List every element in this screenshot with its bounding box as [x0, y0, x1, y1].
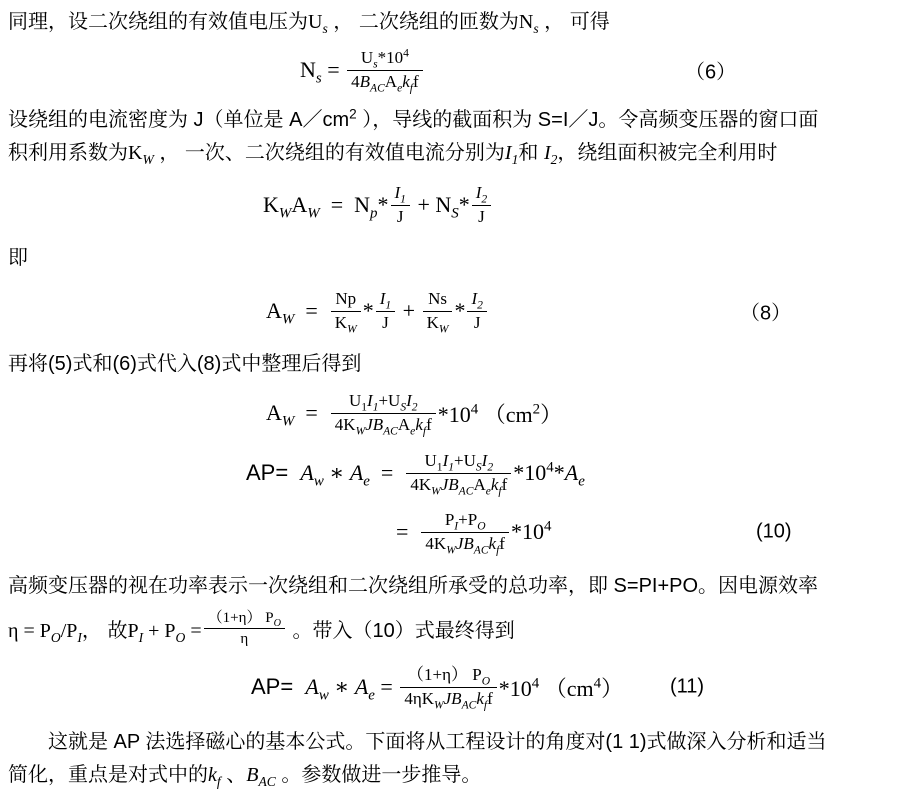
formula-11	[8, 658, 903, 716]
numerator: $U_1I_1+U_SI_2$	[424, 451, 494, 474]
denominator: $K_W$	[331, 311, 361, 333]
multiply-sign: *	[362, 298, 374, 323]
formula-lhs: $K_WA_W = N_p*$	[263, 192, 389, 222]
denominator: J	[472, 205, 491, 227]
paragraph-efficiency-line	[8, 602, 903, 654]
multiply-sign: *	[454, 298, 466, 323]
denominator: J	[467, 311, 486, 333]
paragraph-line: 简化，重点是对式中的$k_f$ 、$B_{AC}$ 。参数做进一步推导。	[8, 764, 482, 789]
paragraph-line: 这就是 AP 法选择磁心的基本公式。下面将从工程设计的角度对(1 1)式做深入分析和适当	[8, 731, 827, 753]
denominator: $4K_WJB_{AC}k_ff$	[421, 532, 509, 554]
paragraph-intro: 同理，设二次绕组的有效值电压为$U_s$ ， 二次绕组的匝数为$N_s$ ， 可得	[8, 11, 610, 36]
numerator: $U_1I_1+U_SI_2$	[348, 391, 418, 414]
formula-lhs: =	[396, 519, 420, 544]
formula-tail: $*10^4*A_e$	[513, 459, 585, 490]
denominator: $4K_WJB_{AC}A_ek_ff$	[331, 413, 436, 435]
numerator: $U_s*10^4$	[360, 46, 409, 71]
paragraph-namely: 即	[8, 247, 28, 269]
formula-8	[8, 284, 903, 338]
equation-number-8: （8）	[740, 302, 792, 325]
formula-lhs: $AP= A_w$ ∗ $A_e$ =	[246, 460, 405, 490]
fraction-ap-final	[400, 665, 496, 709]
fraction-i2-j	[467, 289, 486, 333]
formula-10	[8, 504, 903, 560]
numerator: $I_1$	[379, 289, 392, 312]
formula-6	[8, 42, 903, 98]
denominator: $4\eta K_WJB_{AC}k_ff$	[400, 687, 496, 709]
fraction-ns-kw	[423, 289, 453, 333]
fraction-i1-j	[391, 183, 410, 227]
denominator: J	[391, 205, 410, 227]
fraction-efficiency	[204, 609, 285, 648]
formula-6-lhs: $N_s$ =	[300, 57, 346, 87]
formula-window-area	[8, 178, 903, 232]
formula-ap-expanded	[8, 444, 903, 502]
fraction-power	[421, 510, 509, 554]
paragraph-continuation: 。带入（10）式最终得到	[286, 619, 515, 642]
equation-number-10: (10)	[756, 520, 792, 543]
equation-number-11: (11)	[670, 675, 705, 698]
paragraph-conclusion	[8, 726, 903, 792]
fraction-i1-j	[376, 289, 395, 333]
paragraph-substitute: 再将(5)式和(6)式代入(8)式中整理后得到	[8, 353, 362, 375]
paragraph-apparent-power: 高频变压器的视在功率表示一次绕组和二次绕组所承受的总功率，即 S=PI+PO。因电源效率	[8, 575, 819, 597]
numerator: $I_2$	[475, 183, 488, 206]
plus-sign: +	[397, 298, 421, 323]
numerator: $P_I+P_O$	[444, 510, 486, 533]
formula-6-fraction	[347, 48, 423, 92]
fraction-i2-j	[472, 183, 491, 227]
numerator: （1+η） $P_O$	[407, 665, 491, 688]
fraction-aw	[331, 391, 436, 435]
numerator: Np	[335, 289, 357, 309]
numerator: （1+η） $P_O$	[207, 609, 281, 629]
paragraph-line: 设绕组的电流密度为 J（单位是 $A/cm^2$ ），导线的截面积为 S=I／J。令高频变压器的窗口面	[8, 106, 819, 131]
denominator: J	[376, 311, 395, 333]
formula-tail: $*10^4$ $(cm^2)$	[437, 401, 563, 427]
equation-number-6: （6）	[685, 61, 737, 84]
numerator: Ns	[428, 289, 447, 309]
fraction-np-kw	[331, 289, 361, 333]
formula-tail: $*10^4$ $(cm^4)$	[498, 675, 624, 701]
denominator: $4K_WJB_{AC}A_ek_ff$	[406, 473, 511, 495]
formula-tail: $*10^4$	[510, 518, 552, 544]
paragraph-current-density	[8, 104, 903, 170]
efficiency-expression: $\eta = P_O/P_I$， 故$P_I + P_O$ =	[8, 619, 202, 645]
formula-lhs: $AP= A_w$ ∗ $A_e$ =	[251, 674, 399, 704]
formula-lhs: $A_W$ =	[266, 400, 329, 430]
denominator: $K_W$	[423, 311, 453, 333]
formula-aw-result	[8, 384, 903, 442]
numerator: $I_1$	[394, 183, 406, 206]
denominator: η	[204, 628, 285, 648]
formula-8-lhs: $A_W$ =	[266, 298, 329, 328]
paragraph-line: 积利用系数为$K_W$ ， 一次、二次绕组的有效值电流分别为$I_1$和 $I_2$，绕组面积被完全利用时	[8, 142, 778, 167]
numerator: $I_2$	[471, 289, 483, 312]
fraction-ap	[406, 451, 511, 495]
formula-mid: + $N_S*$	[411, 192, 470, 222]
denominator: $4B_{AC}A_ek_ff$	[347, 70, 423, 92]
